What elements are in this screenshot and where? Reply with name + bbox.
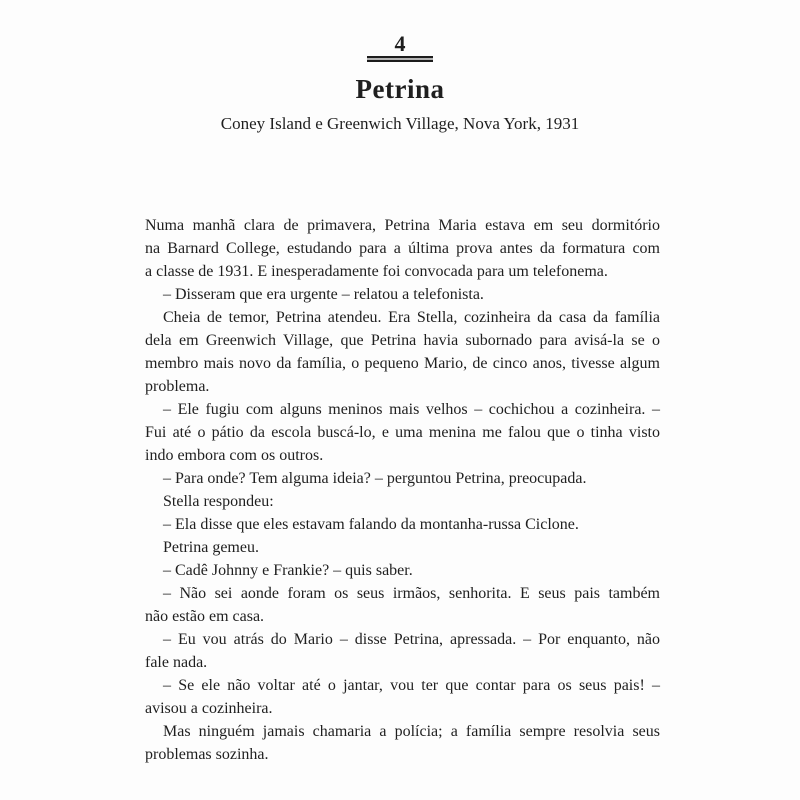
text-line: dela em Greenwich Village, que Petrina havia subornado para avisá-la se o <box>145 332 660 349</box>
text-line: – Cadê Johnny e Frankie? – quis saber. <box>163 562 413 579</box>
text-line: não estão em casa. <box>145 608 265 625</box>
text-line: membro mais novo da família, o pequeno Mario, de cinco anos, tivesse algum <box>145 355 660 372</box>
text-line: fale nada. <box>145 654 208 671</box>
text-line: – Se ele não voltar até o jantar, vou ter que contar para os seus pais! – <box>163 677 660 694</box>
text-line: Petrina gemeu. <box>163 539 259 556</box>
text-line: – Ele fugiu com alguns meninos mais velhos – cochichou a cozinheira. – <box>163 401 660 418</box>
text-line: – Disseram que era urgente – relatou a telefonista. <box>163 286 484 303</box>
chapter-title: Petrina <box>355 74 445 104</box>
body-text <box>145 214 660 766</box>
text-line: na Barnard College, estudando para a última prova antes da formatura com <box>145 240 660 257</box>
chapter-divider-rule <box>367 56 433 62</box>
text-line: a classe de 1931. E inesperadamente foi convocada para um telefonema. <box>145 263 608 280</box>
text-line: – Ela disse que eles estavam falando da montanha-russa Ciclone. <box>163 516 579 533</box>
text-line: – Para onde? Tem alguma ideia? – perguntou Petrina, preocupada. <box>163 470 587 487</box>
text-line: problema. <box>145 378 210 395</box>
chapter-subtitle: Coney Island e Greenwich Village, Nova York, 1931 <box>220 114 580 133</box>
text-line: Fui até o pátio da escola buscá-lo, e uma menina me falou que o tinha visto <box>145 424 660 441</box>
text-line: – Eu vou atrás do Mario – disse Petrina, apressada. – Por enquanto, não <box>163 631 660 648</box>
text-line: indo embora com os outros. <box>145 447 324 464</box>
text-line: Cheia de temor, Petrina atendeu. Era Stella, cozinheira da casa da família <box>163 309 660 326</box>
text-line: – Não sei aonde foram os seus irmãos, senhorita. E seus pais também <box>163 585 660 602</box>
text-line: Stella respondeu: <box>163 493 274 510</box>
text-line: problemas sozinha. <box>145 746 269 763</box>
text-line: Numa manhã clara de primavera, Petrina Maria estava em seu dormitório <box>145 217 660 234</box>
chapter-number: 4 <box>394 31 406 56</box>
text-line: avisou a cozinheira. <box>145 700 273 717</box>
text-line: Mas ninguém jamais chamaria a polícia; a família sempre resolvia seus <box>163 723 660 740</box>
